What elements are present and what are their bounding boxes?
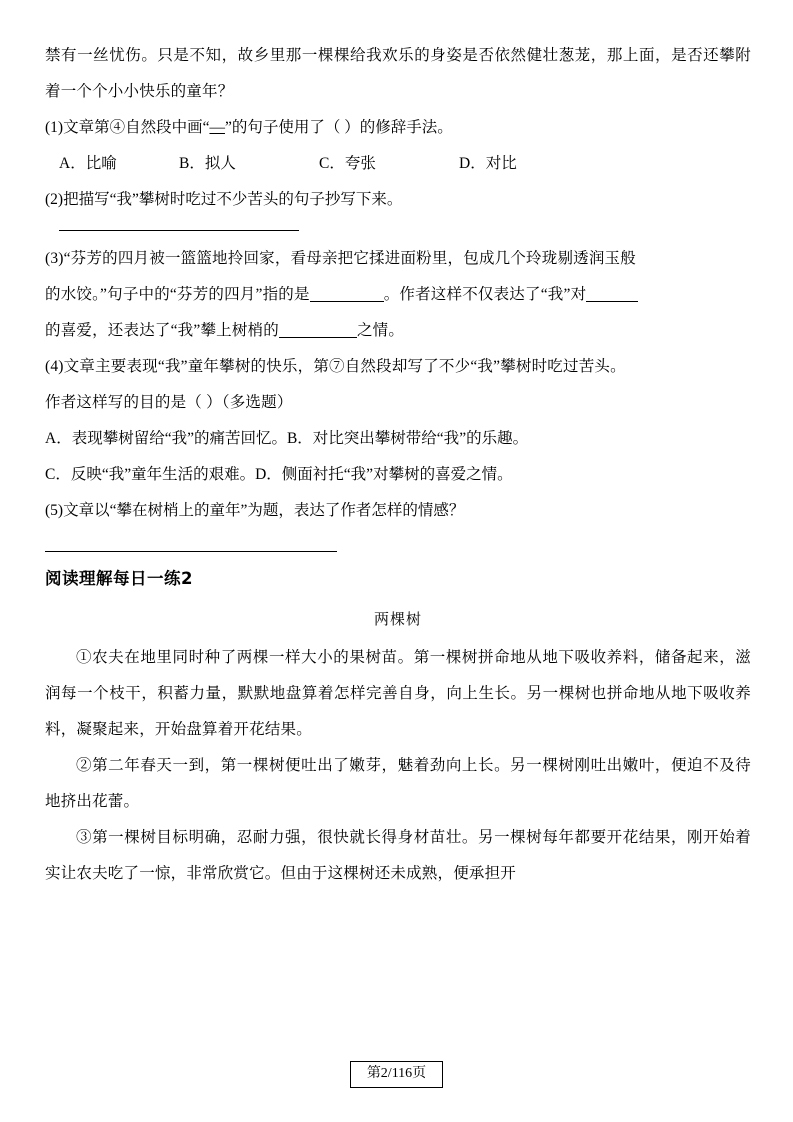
question-1-option-b[interactable]: B．拟人 bbox=[179, 155, 236, 172]
question-4-option-c[interactable]: C．反映“我”童年生活的艰难。 bbox=[45, 466, 256, 483]
question-3-blank-1[interactable] bbox=[310, 301, 384, 302]
question-1-option-c[interactable]: C．夸张 bbox=[319, 155, 376, 172]
question-4-line-1: (4)文章主要表现“我”童年攀树的快乐，第⑦自然段却写了不少“我”攀树时吃过苦头。 bbox=[45, 358, 626, 375]
question-3-line-1: (3)“芬芳的四月被一篮篮地拎回家，看母亲把它揉进面粉里，包成几个玲珑剔透润玉般 bbox=[45, 250, 636, 267]
section-title: 阅读理解每日一练2 bbox=[45, 569, 193, 588]
body-paragraph: 禁有一丝忧伤。只是不知，故乡里那一棵棵给我欢乐的身姿是否依然健壮葱茏，那上面，是否还攀附着一个个小小快乐的童年？ bbox=[45, 47, 751, 100]
question-1-underlined: — bbox=[209, 119, 225, 136]
question-2-answer-line[interactable] bbox=[59, 230, 299, 231]
question-1-options bbox=[45, 146, 751, 182]
question-3-line-3 bbox=[45, 313, 751, 349]
page-number-label: 第2/116页 bbox=[350, 1061, 443, 1088]
question-5: (5)文章以“攀在树梢上的童年”为题，表达了作者怎样的情感？ bbox=[45, 502, 465, 519]
question-3-line-2-text-a: 的水饺。”句子中的“芬芳的四月”指的是 bbox=[45, 286, 310, 303]
page-content bbox=[45, 38, 751, 892]
article-paragraph-3: ③第一棵树目标明确，忍耐力强，很快就长得身材苗壮。另一棵树每年都要开花结果，刚开始着实让农夫吃了一惊，非常欣赏它。但由于这棵树还未成熟，便承担开 bbox=[45, 829, 751, 882]
question-4-options-row-2 bbox=[45, 457, 751, 493]
question-4-option-d[interactable]: D．侧面衬托“我”对攀树的喜爱之情。 bbox=[255, 466, 513, 483]
question-3-line-3-text-b: 之情。 bbox=[356, 322, 405, 339]
article-paragraph-1: ①农夫在地里同时种了两棵一样大小的果树苗。第一棵树拼命地从地下吸收养料，储备起来，滋润每一个枝干，积蓄力量，默默地盘算着怎样完善自身，向上生长。另一棵树也拼命地从地下吸收养料，凝聚起来，开始盘算着开花结果。 bbox=[45, 649, 751, 738]
question-1-option-a[interactable]: A．比喻 bbox=[59, 155, 117, 172]
section-divider bbox=[45, 551, 337, 552]
question-2: (2)把描写“我”攀树时吃过不少苦头的句子抄写下来。 bbox=[45, 191, 403, 208]
question-1-text-before: (1)文章第④自然段中画“ bbox=[45, 119, 210, 136]
question-4-option-b[interactable]: B．对比突出攀树带给“我”的乐趣。 bbox=[286, 430, 529, 447]
question-1-option-d[interactable]: D．对比 bbox=[459, 155, 517, 172]
question-1-text-after: ”的句子使用了（ ）的修辞手法。 bbox=[224, 119, 453, 136]
article-title: 两棵树 bbox=[373, 612, 422, 628]
question-4-line-2: 作者这样写的目的是（ ）（多选题） bbox=[45, 394, 293, 411]
question-3-line-3-text-a: 的喜爱，还表达了“我”攀上树梢的 bbox=[45, 322, 279, 339]
question-3-blank-2[interactable] bbox=[586, 301, 638, 302]
question-3-blank-3[interactable] bbox=[279, 337, 357, 338]
page-footer bbox=[0, 1061, 793, 1088]
question-3-line-2-text-b: 。作者这样不仅表达了“我”对 bbox=[383, 286, 587, 303]
question-4-option-a[interactable]: A．表现攀树留给“我”的痛苦回忆。 bbox=[45, 430, 287, 447]
question-3-line-2 bbox=[45, 277, 751, 313]
question-4-options-row-1 bbox=[45, 421, 751, 457]
article-paragraph-2: ②第二年春天一到，第一棵树便吐出了嫩芽，魅着劲向上长。另一棵树刚吐出嫩叶，便迫不及待地挤出花蕾。 bbox=[45, 757, 751, 810]
question-1 bbox=[45, 110, 751, 146]
